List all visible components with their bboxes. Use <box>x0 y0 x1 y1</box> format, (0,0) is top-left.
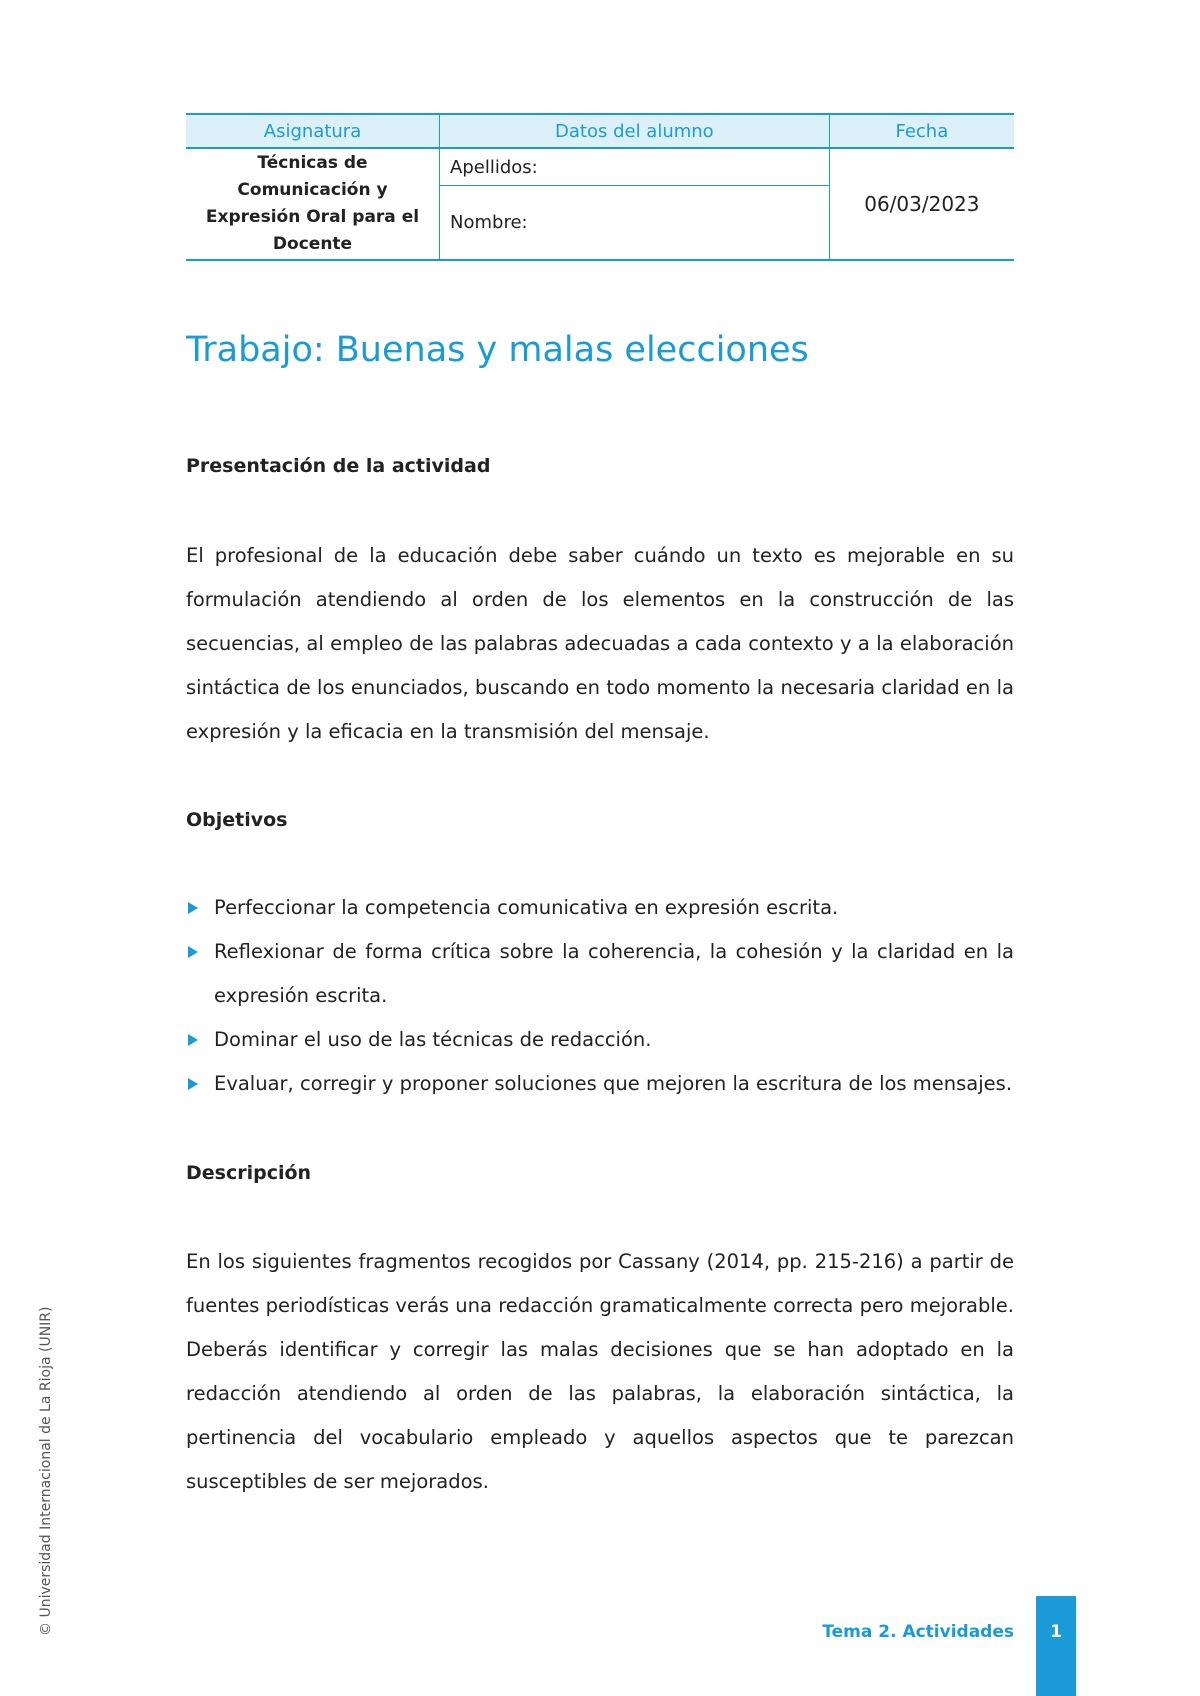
description-text: En los siguientes fragmentos recogidos por Cassany (2014, pp. 215-216) a partir de fuentes periodísticas verás una redacción gramaticalmente correcta pero mejorable. Deberás identificar y corregir las malas decisiones que se han adoptado en la redacción atendiendo al orden de las palabras, la elaboración sintáctica, la pertinencia del vocabulario empleado y aquellos aspectos que te parezcan susceptibles de ser mejorados. <box>186 1250 1014 1493</box>
triangle-bullet-icon <box>188 1034 198 1046</box>
description-heading: Descripción <box>186 1162 312 1184</box>
page-number: 1 <box>1050 1622 1062 1642</box>
objective-text: Perfeccionar la competencia comunicativa en expresión escrita. <box>214 896 839 919</box>
header-table <box>186 113 1014 261</box>
list-item <box>186 1018 1014 1062</box>
presentation-text: El profesional de la educación debe saber cuándo un texto es mejorable en su formulación atendiendo al orden de los elementos en la construcción de las secuencias, al empleo de las palabras adecuadas a cada contexto y a la elaboración sintáctica de los enunciados, buscando en todo momento la necesaria claridad en la expresión y la eficacia en la transmisión del mensaje. <box>186 544 1014 743</box>
triangle-bullet-icon <box>188 1078 198 1090</box>
surname-field[interactable] <box>440 148 830 186</box>
header-col-subject: Asignatura <box>186 114 440 148</box>
name-field[interactable] <box>440 186 830 260</box>
list-item <box>186 886 1014 930</box>
objectives-list <box>186 886 1014 1106</box>
subject-cell <box>186 148 440 260</box>
subject-line: Comunicación y <box>237 180 388 200</box>
header-col-student: Datos del alumno <box>440 114 830 148</box>
page-number-box <box>1036 1596 1076 1696</box>
subject-line: Docente <box>272 234 353 254</box>
subject-line: Expresión Oral para el <box>205 207 420 227</box>
objectives-heading: Objetivos <box>186 809 288 831</box>
list-item <box>186 930 1014 1018</box>
header-col-date: Fecha <box>829 114 1014 148</box>
subject-line: Técnicas de <box>257 153 368 173</box>
surname-label: Apellidos: <box>450 156 538 178</box>
objective-text: Evaluar, corregir y proponer soluciones que mejoren la escritura de los mensajes. <box>214 1072 1013 1095</box>
objective-text: Reflexionar de forma crítica sobre la coherencia, la cohesión y la claridad en la expresión escrita. <box>214 940 1014 1007</box>
footer-label: Tema 2. Actividades <box>822 1622 1014 1642</box>
objective-text: Dominar el uso de las técnicas de redacción. <box>214 1028 652 1051</box>
triangle-bullet-icon <box>188 946 198 958</box>
list-item <box>186 1062 1014 1106</box>
presentation-heading: Presentación de la actividad <box>186 455 491 477</box>
page-title: Trabajo: Buenas y malas elecciones <box>186 330 809 370</box>
name-label: Nombre: <box>450 212 528 234</box>
side-copyright: © Universidad Internacional de La Rioja (UNIR) <box>38 1306 54 1636</box>
triangle-bullet-icon <box>188 902 198 914</box>
date-cell: 06/03/2023 <box>829 148 1014 260</box>
